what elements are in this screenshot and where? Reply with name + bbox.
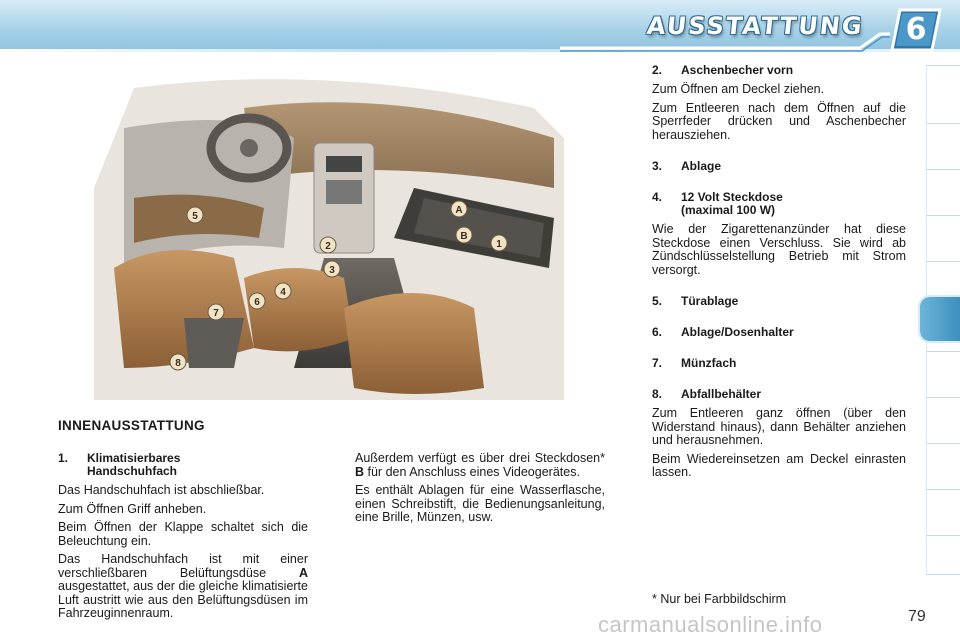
interior-illustration (94, 68, 576, 400)
item-title-text (681, 388, 906, 401)
tab-divider (926, 535, 960, 536)
item-title-text (681, 64, 906, 77)
item-title-text (681, 326, 906, 339)
paragraph-text: Außerdem verfügt es über drei Steckdosen* (355, 451, 605, 465)
paragraph (355, 452, 605, 479)
item-title-text (681, 160, 906, 173)
paragraph: Zum Entleeren nach dem Öffnen auf die Sperrfeder drücken und Aschenbecher herausziehen. (652, 100, 906, 142)
tab-divider (926, 351, 960, 352)
item-title (652, 357, 906, 370)
item-title-text (681, 191, 906, 217)
item-title-line: 12 Volt Steckdose (681, 190, 783, 204)
list-item (652, 191, 906, 277)
section-heading: INNENAUSSTATTUNG (58, 418, 205, 433)
item-number: 5. (652, 294, 663, 308)
chapter-badge (890, 8, 942, 52)
callout-label-6: 6 (254, 297, 260, 308)
watermark: carmanualsonline.info (598, 612, 823, 637)
list-item (652, 160, 906, 173)
chapter-title: AUSSTATTUNG (645, 12, 866, 40)
chapter-tabs (926, 65, 960, 575)
callout-label-a: A (455, 205, 463, 216)
paragraph-text: für den Anschluss eines Videogerätes. (364, 464, 580, 479)
item-number: 4. (652, 190, 663, 204)
item-number: 3. (652, 159, 663, 173)
list-item (652, 64, 906, 142)
tab-divider (926, 169, 960, 170)
item-number: 2. (652, 63, 663, 77)
item-number: 8. (652, 387, 663, 401)
callout-marker (491, 235, 507, 251)
callout-label-b: B (460, 231, 468, 242)
item-title (58, 452, 308, 478)
item-title-line: Ablage/Dosenhalter (681, 325, 794, 339)
item-title-line: Handschuhfach (87, 464, 178, 478)
callout-label-4: 4 (280, 287, 286, 298)
reference-letter: B (355, 464, 365, 479)
chapter-number: 6 (905, 12, 927, 47)
list-item (652, 357, 906, 370)
paragraph: Zum Entleeren ganz öffnen (über den Widerstand hinaus), dann Behälter anziehen und herausnehmen. (652, 406, 906, 447)
text-column-left (58, 452, 308, 626)
callout-label-5: 5 (192, 211, 198, 222)
callout-marker (324, 261, 340, 277)
tab-divider (926, 574, 960, 575)
item-number: 6. (652, 325, 663, 339)
footnote: * Nur bei Farbbildschirm (652, 592, 787, 606)
callout-label-7: 7 (213, 308, 219, 319)
tab-divider (926, 443, 960, 444)
reference-letter: A (298, 565, 308, 580)
item-title (652, 326, 906, 339)
item-title-text (681, 295, 906, 308)
item-title-text (87, 452, 308, 478)
item-title (652, 191, 906, 217)
tab-divider (926, 123, 960, 124)
item-title-line: Aschenbecher vorn (681, 63, 794, 77)
callout-label-1: 1 (496, 239, 502, 250)
list-item (652, 326, 906, 339)
item-title-line: Münzfach (681, 356, 737, 370)
item-number: 1. (58, 451, 69, 465)
callout-marker (456, 227, 472, 243)
paragraph-text: ausgestattet, aus der die gleiche klimatisierte Luft austritt wie aus den Belüftungsdüsen im Fahrzeuginnenraum. (58, 579, 308, 620)
callout-label-8: 8 (175, 358, 181, 369)
callout-marker (320, 237, 336, 253)
item-title-line: Abfallbehälter (681, 387, 762, 401)
item-title (652, 160, 906, 173)
callout-marker (451, 201, 467, 217)
paragraph: Das Handschuhfach ist abschließbar. (58, 483, 265, 497)
tab-divider (926, 65, 960, 66)
callout-marker (275, 283, 291, 299)
item-title (652, 388, 906, 401)
callout-layer (94, 68, 576, 400)
list-item (652, 295, 906, 308)
paragraph: Beim Wiedereinsetzen am Deckel einrasten lassen. (652, 451, 906, 479)
item-number: 7. (652, 356, 663, 370)
item-title (652, 64, 906, 77)
item-title-line: Türablage (681, 294, 739, 308)
tab-divider (926, 397, 960, 398)
item-title-text (681, 357, 906, 370)
page-number: 79 (908, 608, 926, 625)
tab-divider (926, 489, 960, 490)
list-item (652, 388, 906, 480)
item-title-line: Klimatisierbares (87, 451, 181, 465)
text-column-middle (355, 452, 605, 530)
paragraph: Es enthält Ablagen für eine Wasserflasche, einen Schreibstift, die Bedienungsanleitung, eine Brille, Münzen, usw. (355, 483, 605, 524)
tab-divider (926, 215, 960, 216)
paragraph: Wie der Zigarettenanzünder hat diese Steckdose einen Verschluss. Sie wird ab Zündschlüsselstellung Betrieb mit Strom versorgt. (652, 222, 906, 277)
callout-marker (208, 304, 224, 320)
callout-marker (187, 207, 203, 223)
item-title-line: (maximal 100 W) (681, 203, 776, 217)
tab-divider (926, 261, 960, 262)
paragraph: Zum Öffnen am Deckel ziehen. (652, 82, 825, 96)
callout-label-2: 2 (325, 241, 331, 252)
callout-marker (249, 293, 265, 309)
text-column-right (652, 64, 906, 498)
paragraph (58, 553, 308, 621)
paragraph: Beim Öffnen der Klappe schaltet sich die Beleuchtung ein. (58, 520, 308, 548)
chapter-tab-active[interactable] (920, 297, 960, 341)
callout-marker (170, 354, 186, 370)
paragraph-text: Das Handschuhfach ist mit einer verschließbaren Belüftungsdüse (58, 552, 308, 580)
item-title-line: Ablage (681, 159, 722, 173)
item-title (652, 295, 906, 308)
paragraph: Zum Öffnen Griff anheben. (58, 501, 207, 516)
callout-label-3: 3 (329, 265, 335, 276)
